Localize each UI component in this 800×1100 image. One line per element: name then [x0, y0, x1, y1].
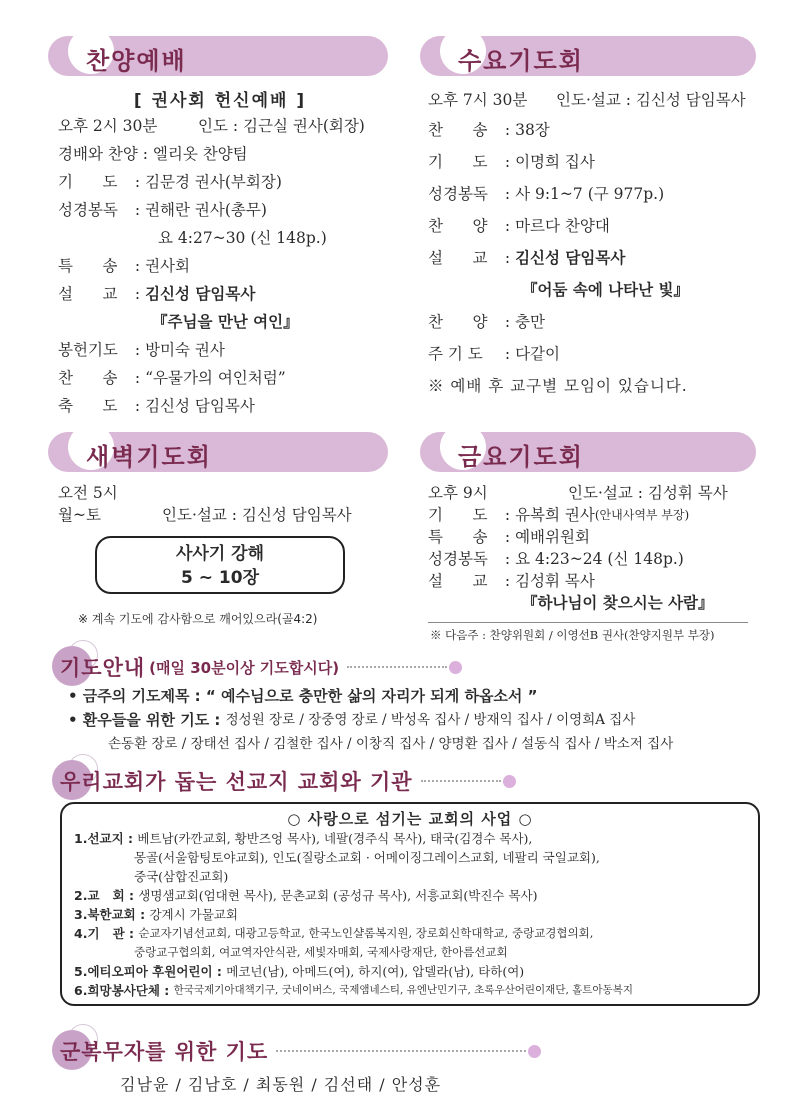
wednesday-row: 주 기 도 : 다같이: [428, 345, 560, 363]
friday-time: 오후 9시: [428, 484, 488, 502]
missions-box: [60, 802, 760, 1006]
friday-leader: 인도·설교 : 김성휘 목사: [568, 484, 728, 502]
mission-item: 2.교 회 : 생명샘교회(엄대현 목사), 문촌교회 (공성규 목사), 서흥교회(박진수 목사): [74, 888, 538, 903]
prayer-sick-line1: 정성원 장로 / 장중영 장로 / 박성옥 집사 / 방재익 집사 / 이영희A 집사: [225, 712, 636, 728]
sunday-header: [48, 36, 388, 76]
mission-item-cont: 중국(삼합진교회): [134, 869, 229, 884]
mission-item: 4.기 관 : 순교자기념선교회, 대광고등학교, 한국노인샬롬복지원, 장로회신학대학교, 중랑교경협의회,: [74, 926, 594, 941]
dawn-header: [48, 432, 388, 472]
wednesday-row: 찬 양 : 마르다 찬양대: [428, 217, 610, 235]
sunday-title: 찬양예배: [86, 47, 187, 75]
end-dot-icon: [528, 1045, 541, 1058]
sunday-row: 축 도 : 김신성 담임목사: [58, 397, 255, 415]
divider: [428, 622, 748, 623]
prayer-topic-row: [68, 684, 673, 708]
wednesday-section: [428, 86, 768, 402]
prayer-guide-subtitle: (매일 30분이상 기도합시다): [149, 658, 340, 677]
wednesday-title: 수요기도회: [458, 47, 584, 75]
sunday-sermon-title: 『주님을 만난 여인』: [152, 313, 299, 331]
sunday-row: 설 교 : 김신성 담임목사: [58, 285, 256, 303]
sunday-row: 기 도 : 김문경 권사(부회장): [58, 173, 282, 191]
friday-sermon-title: 『하나님이 찾으시는 사람』: [522, 594, 714, 612]
dawn-time: 오전 5시: [58, 484, 118, 502]
wednesday-row: 기 도 : 이명희 집사: [428, 153, 595, 171]
mission-item-cont: 몽골(서울함팅토야교회), 인도(질랑소교회 · 어메이징그레이스교회, 네팔리 국일교회),: [134, 850, 600, 865]
missions-box-title: ○ 사랑으로 섬기는 교회의 사업 ○: [287, 810, 533, 828]
sunday-row: 특 송 : 권사회: [58, 257, 190, 275]
wednesday-time-row: [428, 86, 768, 114]
sunday-row: 경배와 찬양 : 엘리옷 찬양팀: [58, 145, 248, 163]
friday-section: [428, 482, 768, 614]
mission-item: 3.북한교회 : 강계시 가물교회: [74, 907, 238, 922]
friday-next-week: ※ 다음주 : 찬양위원회 / 이영선B 권사(찬양지원부 부장): [430, 628, 715, 642]
dawn-study-range: 5 ~ 10장: [181, 568, 259, 588]
wednesday-note: ※ 예배 후 교구별 모임이 있습니다.: [428, 377, 688, 395]
prayer-sick-label: • 환우들을 위한 기도 :: [68, 711, 226, 729]
dawn-days-row: [58, 504, 388, 526]
end-dot-icon: [503, 775, 516, 788]
prayer-topic-label: • 금주의 기도제목 :: [68, 687, 206, 705]
friday-row: 기 도 : 유복희 권사 (안내사역부 부장): [428, 506, 690, 524]
mission-item: 6.희망봉사단체 : 한국국제기아대책기구, 굿네이버스, 국제앰네스티, 유엔난민기구, 초록우산어린이재단, 홀트아동복지: [74, 983, 633, 998]
dawn-study-box: [95, 536, 345, 594]
veterans-title: 군복무자를 위한 기도: [60, 1040, 269, 1064]
dawn-leader: 인도·설교 : 김신성 담임목사: [162, 506, 352, 524]
prayer-guide-header: [60, 652, 560, 682]
end-dot-icon: [449, 661, 462, 674]
sunday-row: 요 4:27~30 (신 148p.): [158, 229, 327, 247]
wednesday-header: [420, 36, 756, 76]
wednesday-time: 오후 7시 30분: [428, 91, 528, 109]
prayer-topic-value: “ 예수님으로 충만한 삶의 자리가 되게 하옵소서 ”: [205, 687, 538, 705]
dawn-days: 월~토: [58, 506, 101, 524]
sunday-row: 봉헌기도 : 방미숙 권사: [58, 341, 225, 359]
mission-item: 5.에티오피아 후원어린이 : 메코넌(남), 아메드(여), 하지(여), 압델라(남), 타하(여): [74, 964, 525, 979]
friday-time-row: [428, 482, 768, 504]
veterans-names: 김남윤 / 김남호 / 최동원 / 김선태 / 안성훈: [120, 1075, 442, 1094]
veterans-header: [60, 1036, 620, 1066]
prayer-guide-body: [68, 684, 673, 756]
friday-title: 금요기도회: [458, 443, 584, 471]
friday-header: [420, 432, 756, 472]
prayer-guide-title: 기도안내: [60, 656, 146, 680]
wednesday-row: 찬 양 : 충만: [428, 313, 546, 331]
dotted-line: [276, 1050, 526, 1052]
prayer-sick-line2: 손동환 장로 / 장태선 집사 / 김철한 집사 / 이창직 집사 / 양명환 집사 / 설동식 집사 / 박소저 집사: [108, 736, 674, 752]
dawn-title: 새벽기도회: [86, 443, 212, 471]
sunday-subtitle: [ 권사회 헌신예배 ]: [133, 91, 307, 111]
wednesday-row: 성경봉독 : 사 9:1~7 (구 977p.): [428, 185, 665, 203]
dawn-study-title: 사사기 강해: [175, 544, 265, 564]
wednesday-row: 설 교 : 김신성 담임목사: [428, 249, 626, 267]
dawn-verse: ※ 계속 기도에 감사함으로 깨어있으라(골4:2): [78, 612, 318, 626]
mission-item-cont: 중랑교구협의회, 여교역자안식관, 세빛자매회, 국제사랑재단, 한아름선교회: [134, 945, 508, 959]
prayer-sick-row: [68, 708, 673, 732]
sunday-time-row: [58, 112, 388, 140]
missions-header: [60, 766, 580, 796]
dawn-section: [58, 482, 388, 526]
sunday-section: [58, 112, 388, 420]
friday-row: 특 송 : 예배위원회: [428, 528, 590, 546]
sunday-time: 오후 2시 30분: [58, 117, 158, 135]
dotted-line: [347, 666, 447, 668]
wednesday-sermon-title: 『어둠 속에 나타난 빛』: [522, 281, 689, 299]
sunday-row: 성경봉독 : 권해란 권사(총무): [58, 201, 267, 219]
dotted-line: [421, 780, 501, 782]
friday-row: 설 교 : 김성휘 목사: [428, 572, 595, 590]
sunday-leader: 인도 : 김근실 권사(회장): [198, 117, 365, 135]
wednesday-row: 찬 송 : 38장: [428, 121, 550, 139]
prayer-sick-row2: [68, 732, 673, 756]
wednesday-leader: 인도·설교 : 김신성 담임목사: [556, 91, 746, 109]
mission-item: 1.선교지 : 베트남(카깐교회, 황반즈엉 목사), 네팔(경주식 목사), 태국(김경수 목사),: [74, 831, 533, 846]
missions-title: 우리교회가 돕는 선교지 교회와 기관: [60, 770, 413, 794]
friday-row: 성경봉독 : 요 4:23~24 (신 148p.): [428, 550, 684, 568]
sunday-row: 찬 송 : “우물가의 여인처럼”: [58, 369, 286, 387]
